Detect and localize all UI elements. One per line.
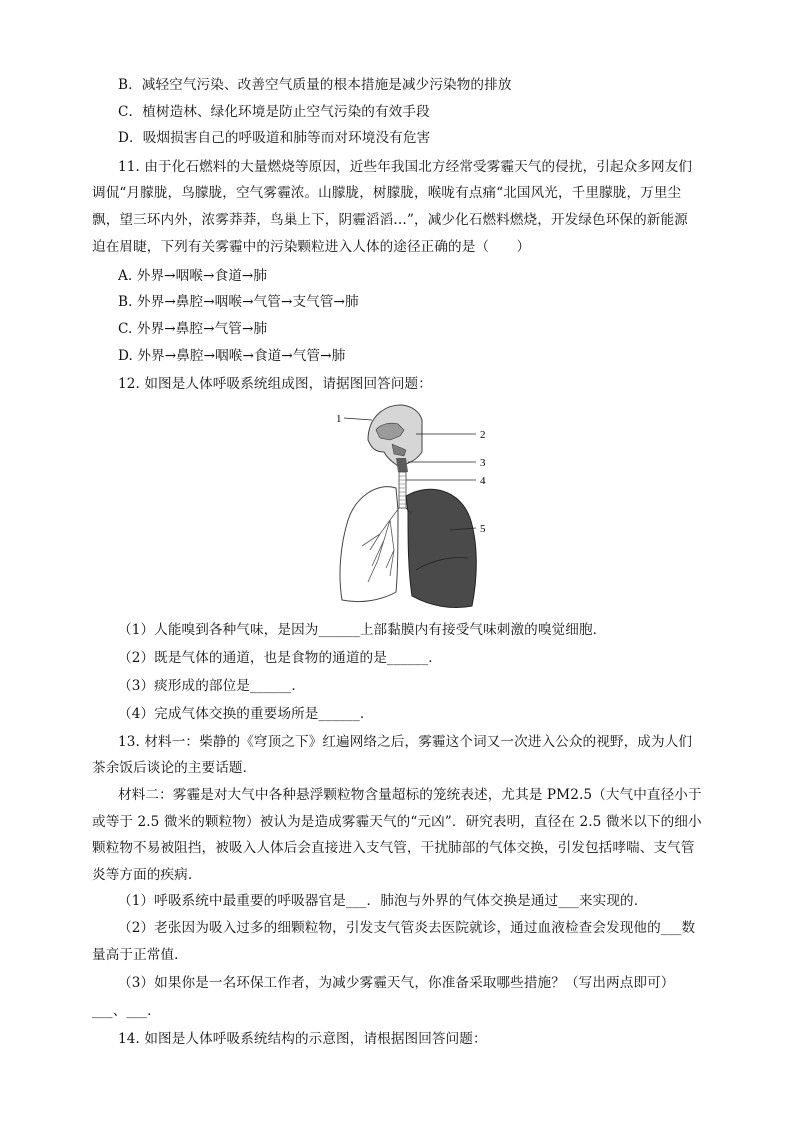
right-lung <box>406 489 476 607</box>
q12-subquestion-1: （1）人能嗅到各种气味，是因为______上部黏膜内有接受气味刺激的嗅觉细胞． <box>118 622 607 638</box>
q10-option-b: B．减轻空气污染、改善空气质量的根本措施是减少污染物的排放 <box>118 77 512 93</box>
respiratory-system-figure <box>332 400 500 614</box>
q12-subquestion-2: （2）既是气体的通道，也是食物的通道的是______． <box>118 650 443 666</box>
figure-label-1: 1 <box>336 413 342 425</box>
q11-stem-line2: 调侃“月朦胧，鸟朦胧，空气雾霾浓。山朦胧，树朦胧，喉咙有点痛“北国风光，千里朦胧，万里尘 <box>92 185 682 201</box>
q13-material2-line3: 颗粒物不易被阻挡，被吸入人体后会直接进入支气管，干扰肺部的气体交换，引发包括哮喘、支气管 <box>92 840 695 856</box>
q13-material2-line2: 或等于 2.5 微米的颗粒物）被认为是造成雾霾天气的“元凶”．研究表明，直径在 2.5 微米以下的细小 <box>92 814 702 830</box>
q10-option-d: D．吸烟损害自己的呼吸道和肺等而对环境没有危害 <box>118 130 431 146</box>
q12-subquestion-3: （3）痰形成的部位是______． <box>118 678 306 694</box>
q11-stem-line3: 飘，望三环内外，浓雾莽莽，鸟巢上下，阴霾滔滔…”，减少化石燃料燃烧，开发绿色环保的新能源 <box>92 212 688 228</box>
q14-stem: 14. 如图是人体呼吸系统结构的示意图，请根据图回答问题： <box>118 1031 487 1047</box>
left-lung-outline <box>340 487 398 602</box>
q13-subquestion-2-line2: 量高于正常值． <box>92 947 188 963</box>
figure-label-4: 4 <box>480 475 486 487</box>
q13-subquestion-3-line1: （3）如果你是一名环保工作者，为减少雾霾天气，你准备采取哪些措施？（写出两点即可） <box>118 975 675 991</box>
q13-subquestion-2-line1: （2）老张因为吸入过多的细颗粒物，引发支气管炎去医院就诊，通过血液检查会发现他的___数 <box>118 920 696 936</box>
q13-material1-line2: 茶余饭后谈论的主要话题． <box>92 760 257 776</box>
q13-material2-line4: 炎等方面的疾病． <box>92 867 202 883</box>
q11-option-a: A. 外界→咽喉→食道→肺 <box>118 268 268 284</box>
figure-label-3: 3 <box>480 457 486 469</box>
q13-material2-line1: 材料二：雾霾是对大气中各种悬浮颗粒物含量超标的笼统表述，尤其是 PM2.5（大气中直径小于 <box>118 787 702 803</box>
q10-option-c: C．植树造林、绿化环境是防止空气污染的有效手段 <box>118 104 430 120</box>
q11-option-b: B. 外界→鼻腔→咽喉→气管→支气管→肺 <box>118 294 359 310</box>
q13-material1-line1: 13. 材料一：柴静的《穹顶之下》红遍网络之后，雾霾这个词又一次进入公众的视野，成为人们 <box>118 734 693 750</box>
q11-option-c: C. 外界→鼻腔→气管→肺 <box>118 321 268 337</box>
q12-stem: 12. 如图是人体呼吸系统组成图，请据图回答问题： <box>118 376 432 392</box>
q11-stem-line4: 迫在眉睫，下列有关雾霾中的污染颗粒进入人体的途径正确的是（ ） <box>92 239 531 255</box>
larynx <box>396 458 408 472</box>
figure-label-5: 5 <box>480 523 486 535</box>
trachea <box>399 472 406 508</box>
q11-stem-line1: 11. 由于化石燃料的大量燃烧等原因，近些年我国北方经常受雾霾天气的侵扰，引起众多网友们 <box>118 159 693 175</box>
q13-subquestion-3-line2: ___、___． <box>92 1003 161 1019</box>
figure-label-2: 2 <box>480 429 486 441</box>
q13-subquestion-1: （1）呼吸系统中最重要的呼吸器官是___．肺泡与外界的气体交换是通过___来实现的． <box>118 893 648 909</box>
q11-option-d: D. 外界→鼻腔→咽喉→食道→气管→肺 <box>118 348 346 364</box>
q12-subquestion-4: （4）完成气体交换的重要场所是______． <box>118 706 374 722</box>
